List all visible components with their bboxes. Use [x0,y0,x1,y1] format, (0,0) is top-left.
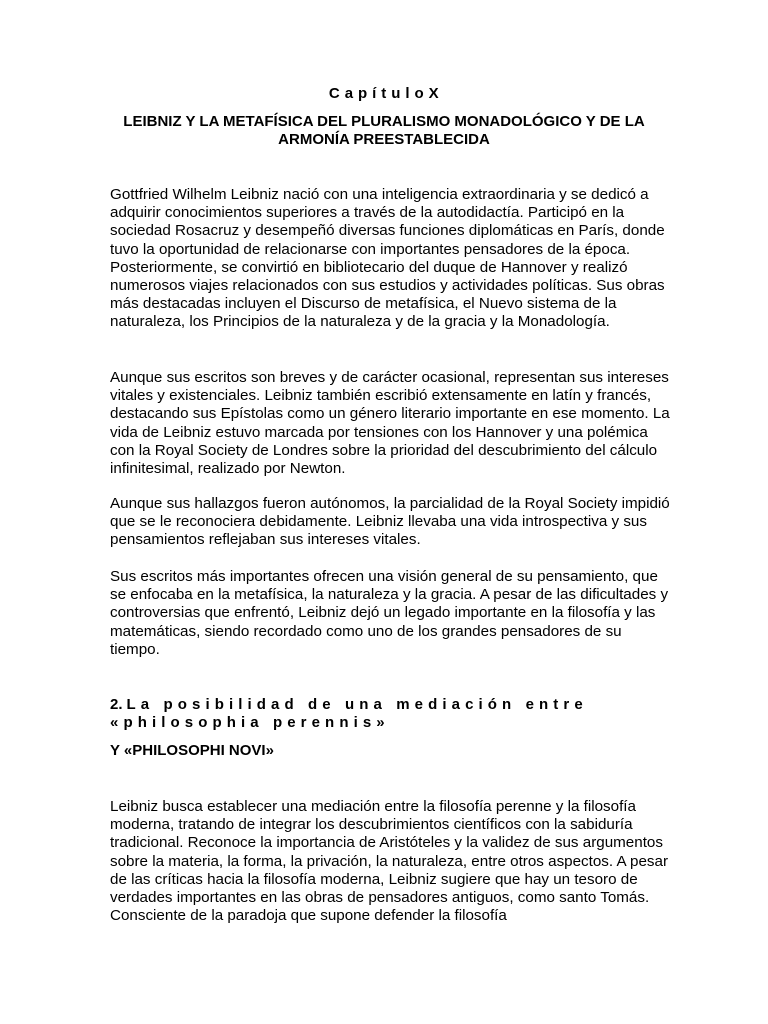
section-subheading: Y «PHILOSOPHI NOVI» [110,742,274,759]
section-heading-text: La posibilidad de una mediación entre «philosophia perennis» [110,696,588,731]
paragraph-mediation: Leibniz busca establecer una mediación entre la filosofía perenne y la filosofía moderna, tratando de integrar los descubrimientos científicos con la sabiduría tradicional. Reconoce la importancia de Aristóteles y la validez de sus argumentos sobre la materia, la forma, la privación, la naturaleza, entre otros aspectos. A pesar de las críticas hacia la filosofía moderna, Leibniz sugiere que hay un tesoro de verdades importantes en las obras de pensadores antiguos, como santo Tomás. Consciente de la paradoja que supone defender la filosofía [110,798,669,925]
section-heading [110,696,670,732]
paragraph-royal-society: Aunque sus hallazgos fueron autónomos, la parcialidad de la Royal Society impidió que se le reconociera debidamente. Leibniz llevaba una vida introspectiva y sus pensamientos reflejaban sus intereses vitales. [110,495,670,549]
paragraph-legacy: Sus escritos más importantes ofrecen una visión general de su pensamiento, que se enfocaba en la metafísica, la naturaleza y la gracia. A pesar de las dificultades y controversias que enfrentó, Leibniz dejó un legado importante en la filosofía y las matemáticas, siendo recordado como uno de los grandes pensadores de su tiempo. [110,568,669,658]
paragraph-writings: Aunque sus escritos son breves y de carácter ocasional, representan sus intereses vitales y existenciales. Leibniz también escribió extensamente en latín y francés, destacando sus Epístolas como un género literario importante en ese momento. La vida de Leibniz estuvo marcada por tensiones con los Hannover y una polémica con la Royal Society de Londres sobre la prioridad del descubrimiento del cálculo infinitesimal, realizado por Newton. [110,369,670,478]
chapter-label: C a p í t u l o X [328,85,440,102]
paragraph-biography: Gottfried Wilhelm Leibniz nació con una inteligencia extraordinaria y se dedicó a adquirir conocimientos superiores a través de la autodidactía. Participó en la sociedad Rosacruz y desempeñó diversas funciones diplomáticas en París, donde tuvo la oportunidad de relacionarse con importantes pensadores de la época. Posteriormente, se convirtió en bibliotecario del duque de Hannover y realizó numerosos viajes relacionados con sus estudios y actividades políticas. Sus obras más destacadas incluyen el Discurso de metafísica, el Nuevo sistema de la naturaleza, los Principios de la naturaleza y de la gracia y la Monadología. [110,186,665,331]
section-number: 2. [110,696,123,713]
chapter-title: LEIBNIZ Y LA METAFÍSICA DEL PLURALISMO MONADOLÓGICO Y DE LA ARMONÍA PREESTABLECIDA [123,113,645,148]
